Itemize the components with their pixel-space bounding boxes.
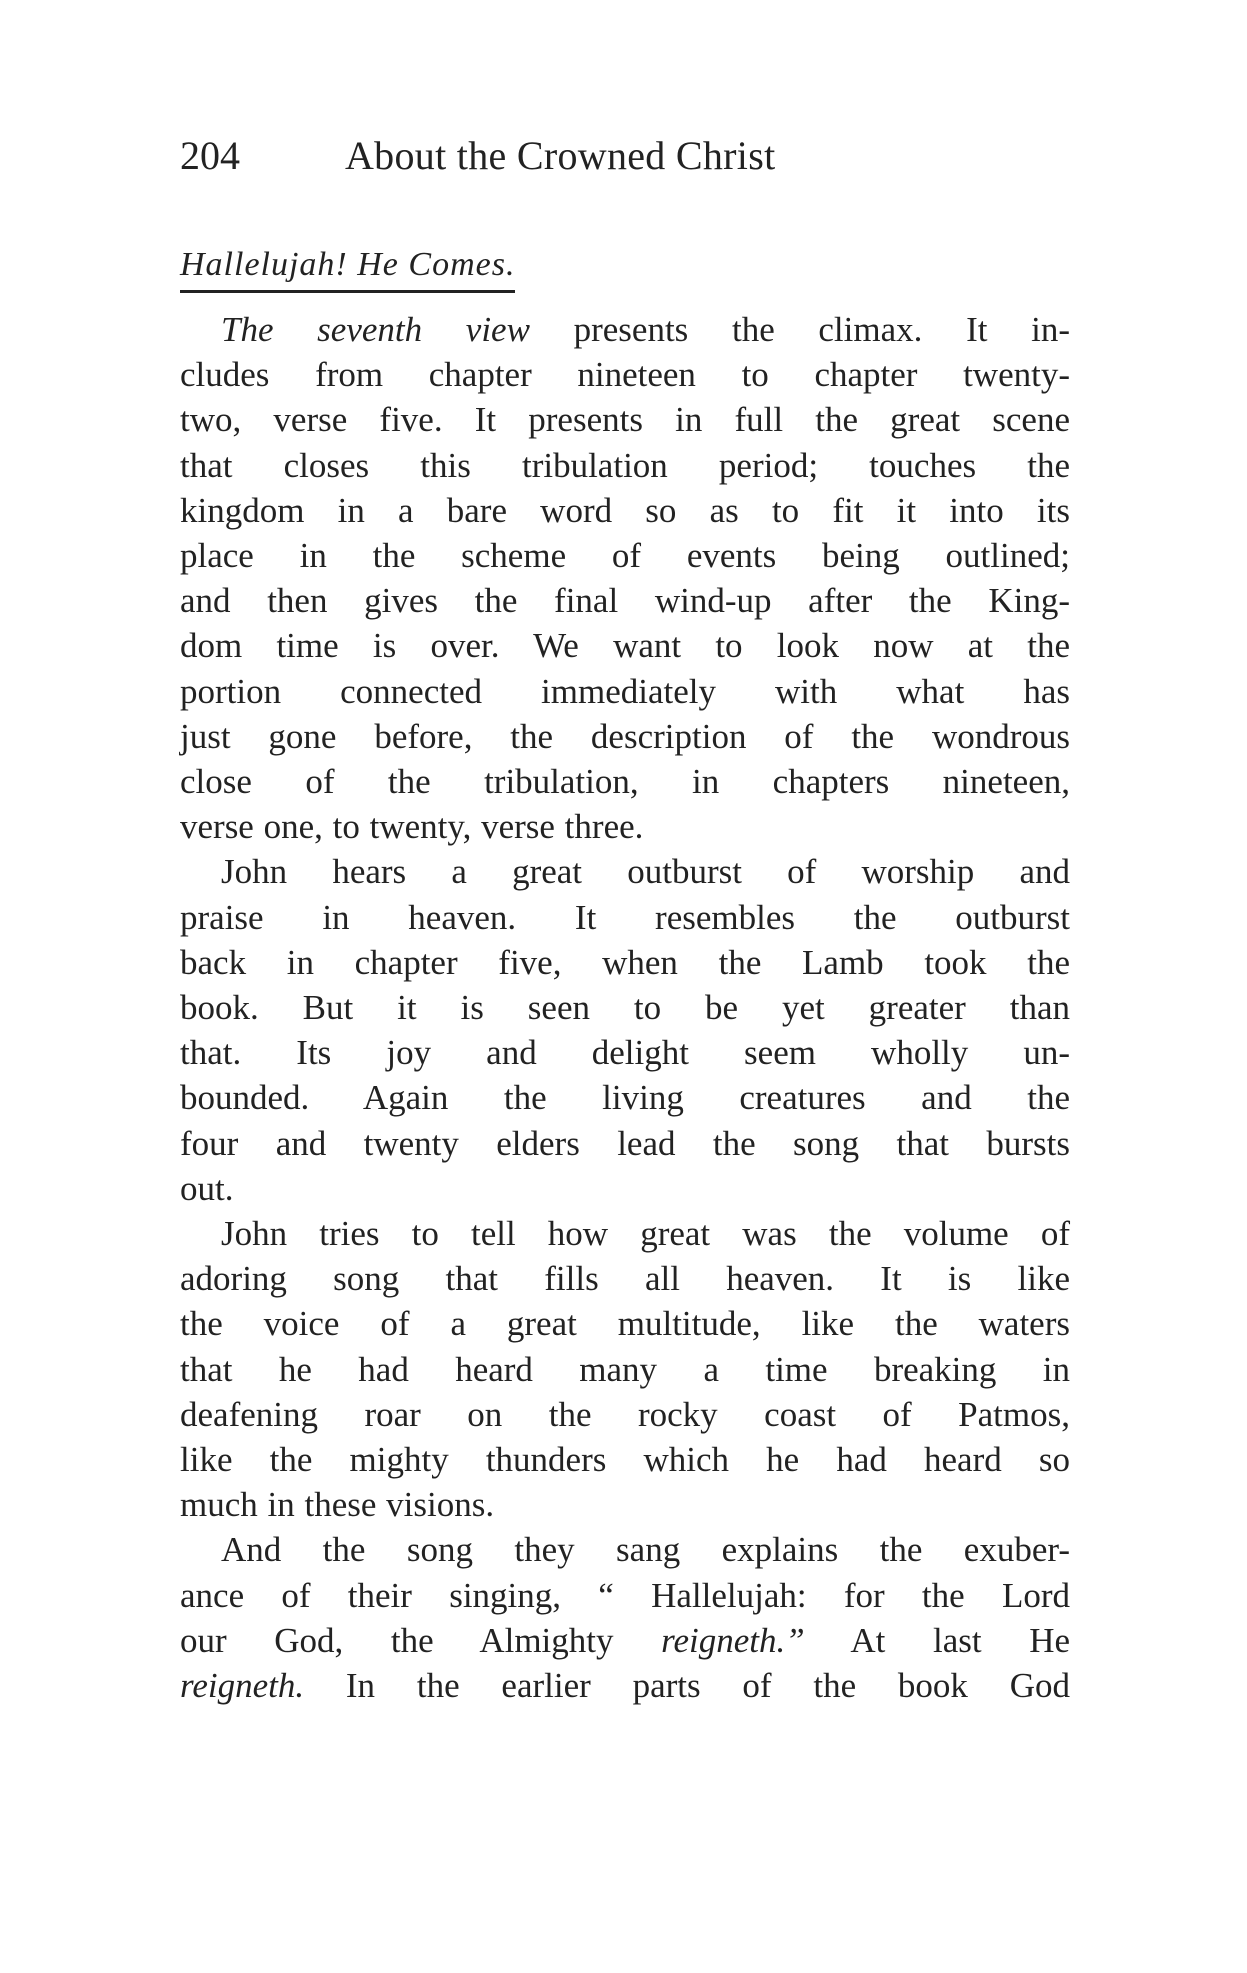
line-text: back in chapter five, when the Lamb took the bbox=[180, 942, 1070, 982]
text-line bbox=[180, 1527, 1070, 1572]
text-line bbox=[180, 1437, 1070, 1482]
text-line bbox=[180, 895, 1070, 940]
text-line bbox=[180, 1121, 1070, 1166]
text-line bbox=[180, 1347, 1070, 1392]
line-text: John tries to tell how great was the volume of bbox=[221, 1214, 1070, 1254]
text-line bbox=[180, 985, 1070, 1030]
section-heading: Hallelujah! He Comes. bbox=[180, 242, 515, 293]
text-line bbox=[180, 759, 1070, 804]
line-text: In the earlier parts of the book God bbox=[304, 1666, 1070, 1706]
text-line bbox=[180, 397, 1070, 442]
text-line bbox=[180, 1211, 1070, 1256]
page-number: 204 bbox=[180, 133, 240, 178]
line-text: like the mighty thunders which he had heard so bbox=[180, 1440, 1070, 1480]
line-text: our God, the Almighty bbox=[180, 1620, 662, 1660]
text-line bbox=[180, 352, 1070, 397]
line-text: kingdom in a bare word so as to fit it into its bbox=[180, 490, 1070, 530]
text-line bbox=[180, 533, 1070, 578]
line-text: portion connected immediately with what has bbox=[180, 671, 1070, 711]
line-text: that closes this tribulation period; touches the bbox=[180, 445, 1070, 485]
text-line bbox=[180, 1618, 1070, 1663]
line-text: presents the climax. It in- bbox=[529, 310, 1070, 349]
line-text: four and twenty elders lead the song that bursts bbox=[180, 1123, 1070, 1163]
italic-text: reigneth.” bbox=[661, 1620, 805, 1660]
line-text: close of the tribulation, in chapters nineteen, bbox=[180, 762, 1070, 802]
line-text: that. Its joy and delight seem wholly un- bbox=[180, 1033, 1070, 1073]
line-text: place in the scheme of events being outlined; bbox=[180, 536, 1070, 576]
line-text: book. But it is seen to be yet greater than bbox=[180, 988, 1070, 1028]
text-line bbox=[180, 1256, 1070, 1301]
text-line bbox=[180, 1166, 1070, 1211]
running-head bbox=[180, 120, 1070, 192]
paragraph bbox=[180, 1211, 1070, 1527]
line-text: praise in heaven. It resembles the outburst bbox=[180, 897, 1070, 937]
body-text bbox=[180, 307, 1070, 1708]
text-line bbox=[180, 443, 1070, 488]
text-line bbox=[180, 849, 1070, 894]
line-text: much in these visions. bbox=[180, 1485, 495, 1525]
text-line bbox=[180, 804, 1070, 849]
text-line bbox=[180, 1573, 1070, 1618]
text-line bbox=[180, 1663, 1070, 1708]
text-line bbox=[180, 1075, 1070, 1120]
text-line bbox=[180, 307, 1070, 352]
line-text: just gone before, the description of the wondrous bbox=[180, 716, 1070, 756]
book-page bbox=[180, 120, 1070, 1708]
line-text: deafening roar on the rocky coast of Patmos, bbox=[180, 1394, 1070, 1434]
italic-text: reigneth. bbox=[180, 1666, 305, 1706]
line-text: John hears a great outburst of worship and bbox=[221, 852, 1070, 892]
text-line bbox=[180, 488, 1070, 533]
line-text: dom time is over. We want to look now at the bbox=[180, 626, 1070, 666]
text-line bbox=[180, 1030, 1070, 1075]
line-text: that he had heard many a time breaking in bbox=[180, 1349, 1070, 1389]
text-line bbox=[180, 714, 1070, 759]
line-text: verse one, to twenty, verse three. bbox=[180, 807, 644, 847]
line-text: adoring song that fills all heaven. It is like bbox=[180, 1259, 1070, 1299]
line-text: And the song they sang explains the exuber- bbox=[221, 1530, 1070, 1570]
running-title: About the Crowned Christ bbox=[345, 133, 776, 178]
line-text: ance of their singing, “ Hallelujah: for the Lord bbox=[180, 1575, 1070, 1615]
paragraph bbox=[180, 849, 1070, 1211]
text-line bbox=[180, 578, 1070, 623]
text-line bbox=[180, 1301, 1070, 1346]
line-text: two, verse five. It presents in full the great scene bbox=[180, 400, 1070, 440]
line-text: the voice of a great multitude, like the waters bbox=[180, 1304, 1070, 1344]
line-text: bounded. Again the living creatures and the bbox=[180, 1078, 1070, 1118]
text-line bbox=[180, 669, 1070, 714]
paragraph bbox=[180, 1527, 1070, 1708]
text-line bbox=[180, 1392, 1070, 1437]
italic-text: The seventh view bbox=[221, 310, 530, 349]
line-text: out. bbox=[180, 1168, 234, 1208]
text-line bbox=[180, 1482, 1070, 1527]
line-text: At last He bbox=[804, 1620, 1070, 1660]
line-text: cludes from chapter nineteen to chapter twenty- bbox=[180, 355, 1070, 395]
paragraph bbox=[180, 307, 1070, 849]
text-line bbox=[180, 940, 1070, 985]
text-line bbox=[180, 623, 1070, 668]
line-text: and then gives the final wind-up after the King- bbox=[180, 581, 1070, 621]
